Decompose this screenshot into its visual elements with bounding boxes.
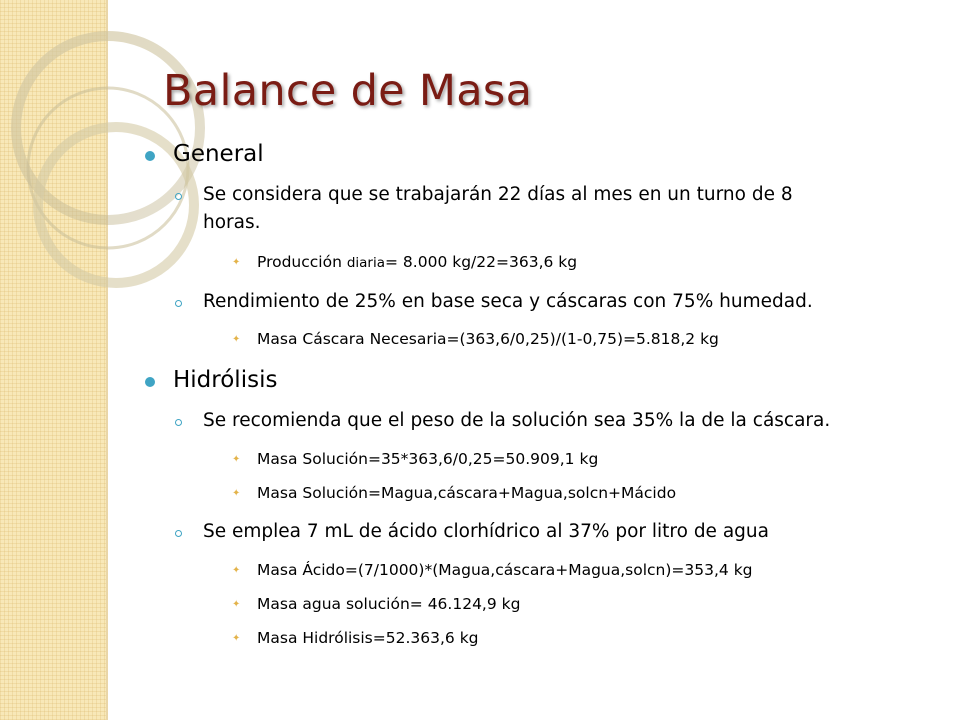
bullet-level1 [145, 151, 155, 161]
bullet-level2 [175, 530, 182, 537]
general-item1-sub1 [257, 253, 577, 271]
bullet-level1 [145, 377, 155, 387]
hidrolisis-item1-sub1: Masa Solución=35*363,6/0,25=50.909,1 kg [257, 450, 599, 468]
heading-hidrolisis: Hidrólisis [173, 367, 278, 393]
hidrolisis-item2-sub3: Masa Hidrólisis=52.363,6 kg [257, 629, 479, 647]
bullet-level2 [175, 419, 182, 426]
bullet-level3-icon: ✦ [232, 599, 241, 610]
sub1-part-c: = 8.000 kg/22=363,6 kg [385, 253, 578, 271]
sub1-part-b: diaria [346, 255, 386, 271]
hidrolisis-item2: Se emplea 7 mL de ácido clorhídrico al 37% por litro de agua [203, 521, 769, 542]
general-item1-line2: horas. [203, 212, 261, 233]
sub1-part-a: Producción [257, 253, 347, 271]
bullet-level3-icon: ✦ [232, 565, 241, 576]
general-item2-sub1: Masa Cáscara Necesaria=(363,6/0,25)/(1-0,75)=5.818,2 kg [257, 330, 719, 348]
general-item2: Rendimiento de 25% en base seca y cáscaras con 75% humedad. [203, 291, 813, 312]
general-item1-line1: Se considera que se trabajarán 22 días al mes en un turno de 8 [203, 184, 793, 205]
slide-title: Balance de Masa [163, 66, 533, 116]
heading-general: General [173, 141, 264, 167]
bullet-level3-icon: ✦ [232, 257, 241, 268]
bullet-level3-icon: ✦ [232, 454, 241, 465]
bullet-level2 [175, 193, 182, 200]
bullet-level3-icon: ✦ [232, 488, 241, 499]
hidrolisis-item2-sub2: Masa agua solución= 46.124,9 kg [257, 595, 521, 613]
bullet-level3-icon: ✦ [232, 633, 241, 644]
hidrolisis-item1-sub2: Masa Solución=Magua,cáscara+Magua,solcn+Mácido [257, 484, 677, 502]
hidrolisis-item1: Se recomienda que el peso de la solución sea 35% la de la cáscara. [203, 410, 831, 431]
hidrolisis-item2-sub1: Masa Ácido=(7/1000)*(Magua,cáscara+Magua,solcn)=353,4 kg [257, 561, 753, 579]
bullet-level3-icon: ✦ [232, 334, 241, 345]
bullet-level2 [175, 300, 182, 307]
